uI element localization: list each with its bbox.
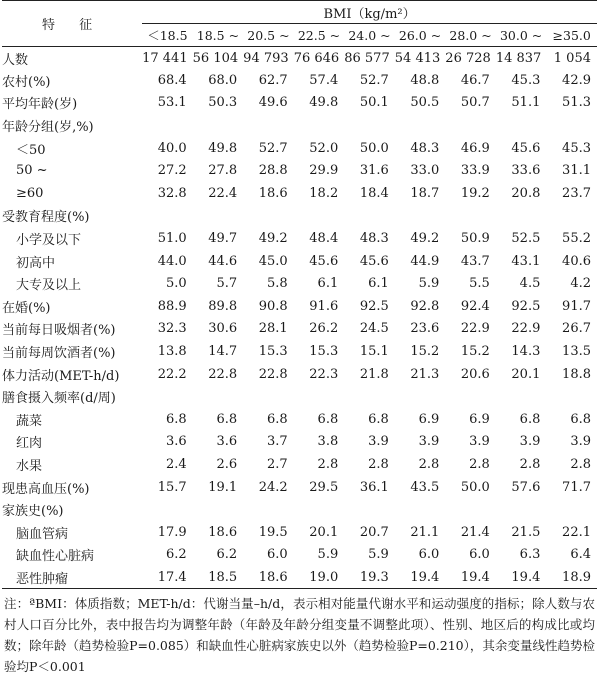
table-cell: 24.5 (359, 321, 389, 337)
row-label: 在婚(%) (2, 300, 51, 316)
row-label: 大专及以上 (16, 278, 82, 294)
table-cell: 26 728 (445, 47, 496, 70)
table-cell (294, 205, 345, 228)
row-label: 初高中 (16, 255, 56, 271)
table-cell: 48.4 (309, 231, 339, 247)
table-cell (294, 498, 345, 521)
table-cell: 49.2 (410, 231, 440, 247)
table-cell: 2.8 (469, 456, 490, 472)
table-cell: 2.8 (570, 456, 591, 472)
table-cell: 13.5 (562, 344, 591, 360)
table-cell: 2.8 (418, 456, 440, 472)
table-cell: 86 577 (344, 47, 395, 70)
table-cell: 6.8 (570, 411, 591, 427)
table-cell: 22.4 (208, 185, 238, 201)
table-cell: 26.2 (309, 321, 339, 337)
table-cell: 6.9 (469, 411, 490, 427)
table-cell: 45.6 (511, 140, 541, 156)
table-row (2, 431, 597, 454)
table-row (2, 159, 597, 182)
bmi-category-header: 22.5 ~ (297, 27, 341, 43)
table-cell: 45.3 (511, 72, 541, 88)
table-cell: 22.8 (208, 366, 238, 382)
table-cell: 45.3 (562, 140, 591, 156)
table-cell: 31.1 (562, 163, 591, 179)
table-cell: 18.6 (258, 185, 288, 201)
table-cell: 3.6 (165, 434, 187, 450)
table-cell: 17.4 (142, 566, 193, 589)
table-cell (142, 114, 193, 137)
table-cell: 2.8 (317, 456, 339, 472)
table-cell: 68.0 (208, 72, 238, 88)
table-cell: 29.5 (309, 479, 339, 495)
table-cell: 54 413 (395, 47, 446, 70)
table-cell: 50.7 (460, 95, 490, 111)
table-row (2, 498, 597, 521)
table-cell: 45.6 (359, 253, 389, 269)
table-cell: 45.0 (258, 253, 288, 269)
table-body (2, 47, 597, 589)
table-cell: 23.6 (410, 321, 440, 337)
table-cell: 6.8 (216, 411, 238, 427)
table-row (2, 205, 597, 228)
table-cell: 20.7 (359, 524, 389, 540)
table-cell: 49.8 (208, 140, 238, 156)
table-cell: 17.9 (157, 524, 187, 540)
table-cell: 6.0 (469, 547, 490, 563)
table-cell: 19.4 (395, 566, 446, 589)
table-cell: 5.9 (317, 547, 339, 563)
row-label: 当前每周饮酒者(%) (2, 346, 116, 362)
table-cell: 49.6 (258, 95, 288, 111)
row-label: 当前每日吸烟者(%) (2, 323, 116, 339)
row-label: 体力活动(MET-h/d) (2, 368, 120, 384)
table-cell: 90.8 (258, 298, 288, 314)
table-row (2, 318, 597, 341)
table-cell (546, 385, 597, 408)
table-cell: 21.1 (410, 524, 440, 540)
table-cell: 31.6 (359, 163, 389, 179)
row-label: 年龄分组(岁,%) (2, 120, 94, 136)
table-cell: 5.9 (368, 547, 389, 563)
table-cell (445, 498, 496, 521)
row-label: 膳食摄入频率(d/周) (2, 391, 116, 407)
table-cell: 2.4 (165, 456, 187, 472)
table-row (2, 182, 597, 205)
table-cell: 44.0 (157, 253, 187, 269)
table-cell: 71.7 (562, 479, 591, 495)
row-label: 蔬菜 (16, 413, 43, 429)
table-cell: 6.9 (418, 411, 440, 427)
table-cell: 32.3 (157, 321, 187, 337)
feature-column-header: 特 征 (2, 1, 142, 47)
table-cell: 21.8 (359, 366, 389, 382)
row-label: 小学及以下 (16, 233, 82, 249)
table-row (2, 250, 597, 273)
bmi-characteristics-table (2, 0, 597, 589)
table-cell (193, 385, 244, 408)
table-row (2, 521, 597, 544)
table-cell: 6.8 (267, 411, 288, 427)
table-cell: 17 441 (142, 47, 193, 70)
table-cell (395, 114, 446, 137)
table-cell: 51.3 (562, 95, 591, 111)
table-cell (344, 498, 395, 521)
table-row (2, 114, 597, 137)
table-cell: 22.9 (511, 321, 541, 337)
table-cell: 40.6 (562, 253, 591, 269)
table-cell: 2.8 (519, 456, 541, 472)
table-cell (344, 114, 395, 137)
table-footnote: 注：ªBMI：体质指数；MET-h/d：代谢当量–h/d，表示相对能量代谢水平和运动强度的指标；除人数与农村人口百分比外，表中报告均为调整年龄（年龄及年龄分组变量不调整此项）、性别、地区后的构成比或均数；除年龄（趋势检验P=0.085）和缺血性心脏病家族史以外（趋势检验P=0.210），其余变量线性趋势检验均P＜0.001 (4, 596, 595, 675)
table-cell: 18.8 (562, 366, 591, 382)
table-cell (243, 498, 294, 521)
table-row (2, 408, 597, 431)
table-cell: 3.9 (368, 434, 389, 450)
row-label: 现患高血压(%) (2, 481, 90, 497)
table-cell (546, 114, 597, 137)
table-cell: 6.3 (519, 547, 541, 563)
table-cell: 28.1 (258, 321, 288, 337)
table-cell: 3.9 (519, 434, 541, 450)
table-cell: 4.2 (570, 276, 591, 292)
table-row (2, 385, 597, 408)
table-cell (496, 205, 547, 228)
table-cell: 3.6 (216, 434, 238, 450)
table-cell: 27.2 (157, 163, 187, 179)
table-cell: 52.7 (359, 72, 389, 88)
table-cell: 50.1 (359, 95, 389, 111)
row-label: 脑血管病 (16, 526, 69, 542)
table-cell (142, 205, 193, 228)
table-cell: 1 054 (546, 47, 597, 70)
table-cell: 91.6 (309, 298, 339, 314)
table-cell: 18.6 (208, 524, 238, 540)
table-cell: 49.7 (208, 231, 238, 247)
table-cell: 48.3 (410, 140, 440, 156)
table-cell: 52.5 (511, 231, 541, 247)
table-cell: 20.8 (511, 185, 541, 201)
table-row (2, 92, 597, 115)
table-cell: 3.7 (267, 434, 288, 450)
table-cell: 24.2 (258, 479, 288, 495)
table-cell: 76 646 (294, 47, 345, 70)
table-cell: 6.0 (267, 547, 288, 563)
table-cell: 50.9 (460, 231, 490, 247)
table-cell: 15.2 (460, 344, 490, 360)
bmi-category-header: 18.5 ~ (196, 27, 240, 43)
table-cell: 94 793 (243, 47, 294, 70)
table-cell (193, 498, 244, 521)
row-label: ≥60 (16, 185, 44, 201)
table-cell: 3.8 (317, 434, 339, 450)
table-cell: 43.1 (511, 253, 541, 269)
table-cell (243, 385, 294, 408)
table-cell (546, 498, 597, 521)
table-cell: 19.2 (460, 185, 490, 201)
table-row (2, 363, 597, 386)
table-cell: 4.5 (519, 276, 541, 292)
table-cell (243, 114, 294, 137)
table-cell: 50.0 (359, 140, 389, 156)
table-row (2, 340, 597, 363)
table-cell: 20.1 (309, 524, 339, 540)
table-row (2, 69, 597, 92)
bmi-category-header: ＜18.5 (147, 28, 188, 43)
row-label: 受教育程度(%) (2, 210, 90, 226)
row-label: 人数 (2, 47, 142, 70)
bmi-category-header: 20.5 ~ (247, 27, 290, 43)
table-cell: 13.8 (157, 344, 187, 360)
table-cell (193, 114, 244, 137)
table-cell: 5.8 (267, 276, 288, 292)
table-cell: 91.7 (562, 298, 591, 314)
table-cell: 44.6 (208, 253, 238, 269)
table-cell: 52.7 (258, 140, 288, 156)
table-cell: 6.4 (570, 547, 591, 563)
table-cell: 6.2 (165, 547, 187, 563)
table-cell: 40.0 (157, 140, 187, 156)
table-cell (193, 205, 244, 228)
table-cell: 43.7 (460, 253, 490, 269)
table-cell: 28.8 (258, 163, 288, 179)
table-cell: 6.8 (165, 411, 187, 427)
table-cell: 51.1 (511, 95, 541, 111)
table-cell: 49.2 (258, 231, 288, 247)
table-cell: 2.8 (368, 456, 389, 472)
row-label: ＜50 (16, 142, 46, 158)
table-cell: 6.0 (418, 547, 440, 563)
table-cell: 6.8 (519, 411, 541, 427)
table-cell: 18.6 (243, 566, 294, 589)
row-label: 农村(%) (2, 74, 51, 90)
bmi-group-header: BMI（kg/m²） (142, 1, 597, 24)
table-cell: 56 104 (193, 47, 244, 70)
table-cell (243, 205, 294, 228)
table-cell: 50.0 (460, 479, 490, 495)
table-cell: 19.4 (496, 566, 547, 589)
table-cell: 14.7 (208, 344, 238, 360)
table-cell: 5.7 (216, 276, 238, 292)
table-cell: 33.9 (460, 163, 490, 179)
table-cell: 92.5 (359, 298, 389, 314)
table-cell: 21.3 (410, 366, 440, 382)
table-cell: 44.9 (410, 253, 440, 269)
table-cell: 92.4 (460, 298, 490, 314)
table-cell: 50.3 (208, 95, 238, 111)
table-cell (496, 498, 547, 521)
table-cell: 46.7 (460, 72, 490, 88)
table-cell: 5.5 (469, 276, 490, 292)
table-cell: 19.4 (445, 566, 496, 589)
table-cell: 3.9 (570, 434, 591, 450)
table-cell: 6.8 (368, 411, 389, 427)
table-cell (395, 205, 446, 228)
row-label: 平均年龄(岁) (2, 97, 78, 113)
bmi-category-header: ≥35.0 (552, 27, 591, 43)
row-label: 家族史(%) (2, 504, 64, 520)
table-cell: 46.9 (460, 140, 490, 156)
table-cell: 22.1 (562, 524, 591, 540)
table-cell: 22.9 (460, 321, 490, 337)
row-label: 恶性肿瘤 (2, 566, 142, 589)
bmi-category-header: 28.0 ~ (449, 27, 492, 43)
table-cell: 6.1 (368, 276, 389, 292)
table-cell: 33.6 (511, 163, 541, 179)
table-cell: 32.8 (157, 185, 187, 201)
table-cell: 21.4 (460, 524, 490, 540)
table-cell: 22.3 (309, 366, 339, 382)
table-row (2, 227, 597, 250)
table-cell: 92.8 (410, 298, 440, 314)
table-cell: 6.8 (317, 411, 339, 427)
table-cell: 3.9 (469, 434, 490, 450)
table-row (2, 476, 597, 499)
table-cell: 49.8 (309, 95, 339, 111)
table-row (2, 453, 597, 476)
table-cell: 30.6 (208, 321, 238, 337)
table-cell: 14 837 (496, 47, 547, 70)
table-cell (395, 498, 446, 521)
table-cell: 5.9 (418, 276, 440, 292)
table-cell: 26.7 (562, 321, 591, 337)
table-cell: 33.0 (410, 163, 440, 179)
table-cell (294, 385, 345, 408)
table-cell: 2.6 (216, 456, 238, 472)
bmi-category-header: 30.0 ~ (499, 27, 543, 43)
table-cell: 21.5 (511, 524, 541, 540)
table-cell: 52.0 (309, 140, 339, 156)
table-cell: 20.1 (511, 366, 541, 382)
table-cell (344, 385, 395, 408)
table-cell: 57.4 (309, 72, 339, 88)
table-cell (294, 114, 345, 137)
table-cell: 29.9 (309, 163, 339, 179)
table-cell: 62.7 (258, 72, 288, 88)
table-cell: 15.3 (258, 344, 288, 360)
table-cell: 55.2 (562, 231, 591, 247)
row-label: 红肉 (16, 436, 43, 452)
table-cell: 6.1 (317, 276, 339, 292)
table-cell: 19.5 (258, 524, 288, 540)
table-cell: 19.3 (344, 566, 395, 589)
table-cell: 22.2 (157, 366, 187, 382)
row-label: 水果 (16, 458, 43, 474)
table-cell (395, 385, 446, 408)
table-cell: 22.8 (258, 366, 288, 382)
row-label: 缺血性心脏病 (16, 549, 95, 565)
table-row (2, 47, 597, 70)
table-cell: 15.1 (359, 344, 389, 360)
table-cell: 18.2 (309, 185, 339, 201)
table-cell: 88.9 (157, 298, 187, 314)
table-row (2, 566, 597, 589)
table-cell: 48.3 (359, 231, 389, 247)
table-cell: 18.9 (546, 566, 597, 589)
table-cell: 5.0 (165, 276, 187, 292)
table-cell: 20.6 (460, 366, 490, 382)
table-cell: 23.7 (562, 185, 591, 201)
table-cell: 42.9 (562, 72, 591, 88)
table-cell: 3.9 (418, 434, 440, 450)
table-row (2, 137, 597, 160)
table-cell: 53.1 (157, 95, 187, 111)
table-cell: 57.6 (511, 479, 541, 495)
table-cell: 45.6 (309, 253, 339, 269)
bmi-category-header: 26.0 ~ (398, 27, 442, 43)
table-cell (445, 385, 496, 408)
table-cell: 19.0 (294, 566, 345, 589)
table-cell: 2.7 (267, 456, 288, 472)
table-cell (546, 205, 597, 228)
table-cell: 18.5 (193, 566, 244, 589)
table-cell (142, 498, 193, 521)
table-cell: 36.1 (359, 479, 389, 495)
row-label: 50 ~ (16, 163, 48, 179)
table-cell: 43.5 (410, 479, 440, 495)
table-cell: 18.4 (359, 185, 389, 201)
table-cell: 15.2 (410, 344, 440, 360)
table-cell (496, 385, 547, 408)
table-cell: 18.7 (410, 185, 440, 201)
table-cell: 50.5 (410, 95, 440, 111)
table-row (2, 544, 597, 567)
table-cell: 92.5 (511, 298, 541, 314)
bmi-category-header: 24.0 ~ (348, 27, 391, 43)
table-cell: 15.3 (309, 344, 339, 360)
table-cell (445, 205, 496, 228)
table-cell (142, 385, 193, 408)
table-cell: 89.8 (208, 298, 238, 314)
table-row (2, 272, 597, 295)
table-cell: 27.8 (208, 163, 238, 179)
table-cell: 15.7 (157, 479, 187, 495)
table-cell (496, 114, 547, 137)
table-cell: 6.2 (216, 547, 238, 563)
table-cell (445, 114, 496, 137)
table-cell: 48.8 (410, 72, 440, 88)
table-cell (344, 205, 395, 228)
table-cell: 19.1 (208, 479, 238, 495)
table-cell: 14.3 (511, 344, 541, 360)
table-cell: 51.0 (157, 231, 187, 247)
table-row (2, 295, 597, 318)
table-cell: 68.4 (157, 72, 187, 88)
